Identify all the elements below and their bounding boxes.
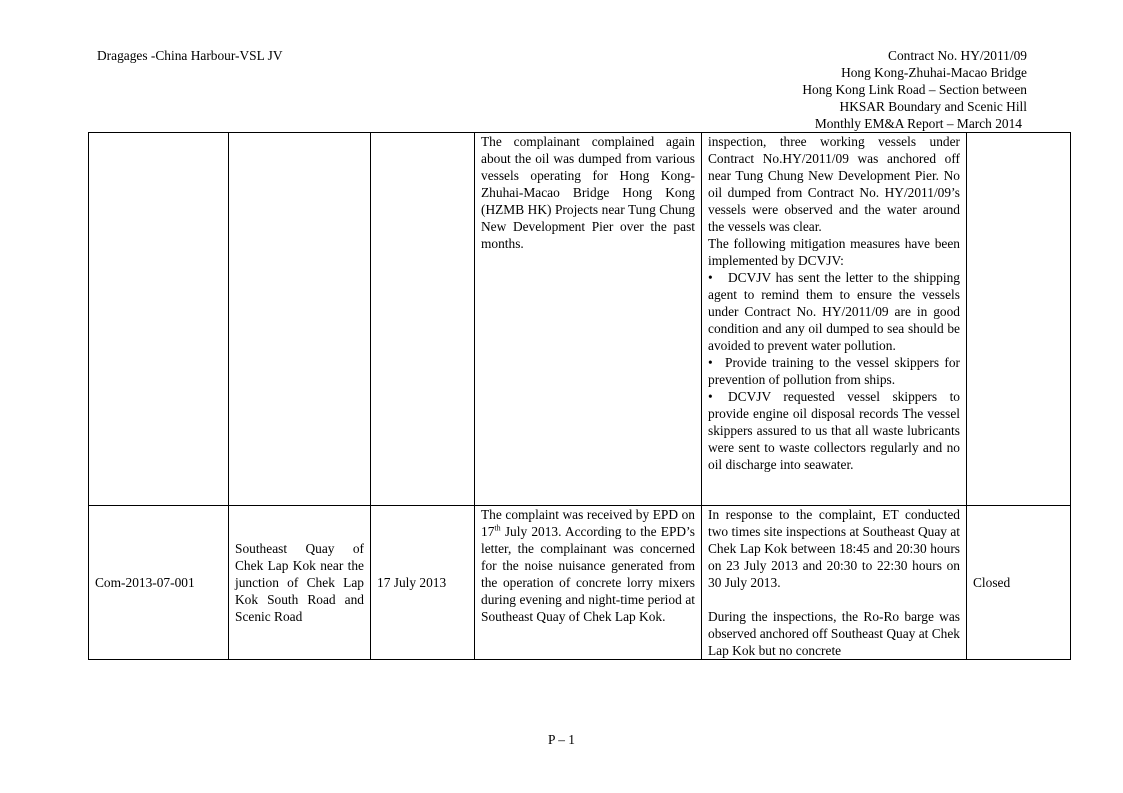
description-cell [475, 133, 702, 506]
status-text: Closed [973, 575, 1011, 590]
mitigation-item [708, 269, 960, 354]
date-cell [371, 133, 475, 506]
mitigation-item-text: DCVJV requested vessel skippers to provide engine oil disposal records The vessel skippers assured to us that all waste lubricants were sent to waste collectors regularly and no oil discharge into seawater. [708, 389, 960, 472]
date-cell [371, 506, 475, 660]
page-number: P – 1 [547, 732, 576, 747]
bullet-icon: • [708, 389, 713, 404]
company-name: Dragages -China Harbour-VSL JV [97, 48, 283, 63]
mitigation-item-text: DCVJV has sent the letter to the shipping agent to remind them to ensure the vessels under Contract No. HY/2011/09 are in good condition and any oil dumped to sea should be avoided to prevent water pollution. [708, 270, 960, 353]
contract-number: Contract No. HY/2011/09 [888, 48, 1027, 63]
reference-cell [89, 133, 229, 506]
project-name: Hong Kong-Zhuhai-Macao Bridge [841, 65, 1027, 80]
complaint-description-part1: The complaint was received by EPD on 17 [481, 507, 695, 539]
complaint-log-table [88, 132, 1071, 660]
report-header [802, 47, 1027, 132]
description-cell [475, 506, 702, 660]
action-cell [702, 506, 967, 660]
bullet-icon: • [708, 270, 713, 285]
action-cell [702, 133, 967, 506]
mitigation-item [708, 388, 960, 473]
complaint-description: The complainant complained again about the oil was dumped from various vessels operating for Hong Kong-Zhuhai-Macao Bridge Hong Kong (HZMB HK) Projects near Tung Chung New Development Pier over the past months. [481, 134, 695, 251]
report-title: Monthly EM&A Report – March 2014 [814, 116, 1022, 131]
reference-cell [89, 506, 229, 660]
mitigation-item [708, 354, 960, 388]
mitigation-intro: The following mitigation measures have been implemented by DCVJV: [708, 236, 960, 268]
location-cell [229, 506, 371, 660]
action-inspection-text: inspection, three working vessels under Contract No.HY/2011/09 was anchored off near Tung Chung New Development Pier. No oil dumped from Contract No. HY/2011/09’s vessels were observed and the water around the vessels was clear. [708, 134, 960, 234]
status-cell [967, 133, 1071, 506]
complaint-reference: Com-2013-07-001 [95, 575, 195, 590]
action-paragraph: During the inspections, the Ro-Ro barge was observed anchored off Southeast Quay at Chek Lap Kok but no concrete [708, 609, 960, 658]
complaint-date: 17 July 2013 [377, 575, 447, 590]
mitigation-item-text: Provide training to the vessel skippers for prevention of pollution from ships. [708, 355, 960, 387]
table-row [89, 506, 1071, 660]
bullet-icon: • [708, 355, 713, 370]
ordinal-suffix: th [494, 523, 501, 533]
complaint-location: Southeast Quay of Chek Lap Kok near the junction of Chek Lap Kok South Road and Scenic Road [235, 541, 364, 624]
section-line-2: HKSAR Boundary and Scenic Hill [839, 99, 1027, 114]
section-line-1: Hong Kong Link Road – Section between [802, 82, 1027, 97]
action-paragraph: In response to the complaint, ET conducted two times site inspections at Southeast Quay at Chek Lap Kok between 18:45 and 20:30 hours on 23 July 2013 and 20:30 to 22:30 hours on 30 July 2013. [708, 507, 960, 590]
paragraph-gap [708, 591, 960, 608]
location-cell [229, 133, 371, 506]
complaint-description-part2: July 2013. According to the EPD’s letter, the complainant was concerned for the noise nuisance generated from the operation of concrete lorry mixers during evening and night-time period at Southeast Quay of Chek Lap Kok. [481, 524, 695, 624]
status-cell [967, 506, 1071, 660]
table-row [89, 133, 1071, 506]
